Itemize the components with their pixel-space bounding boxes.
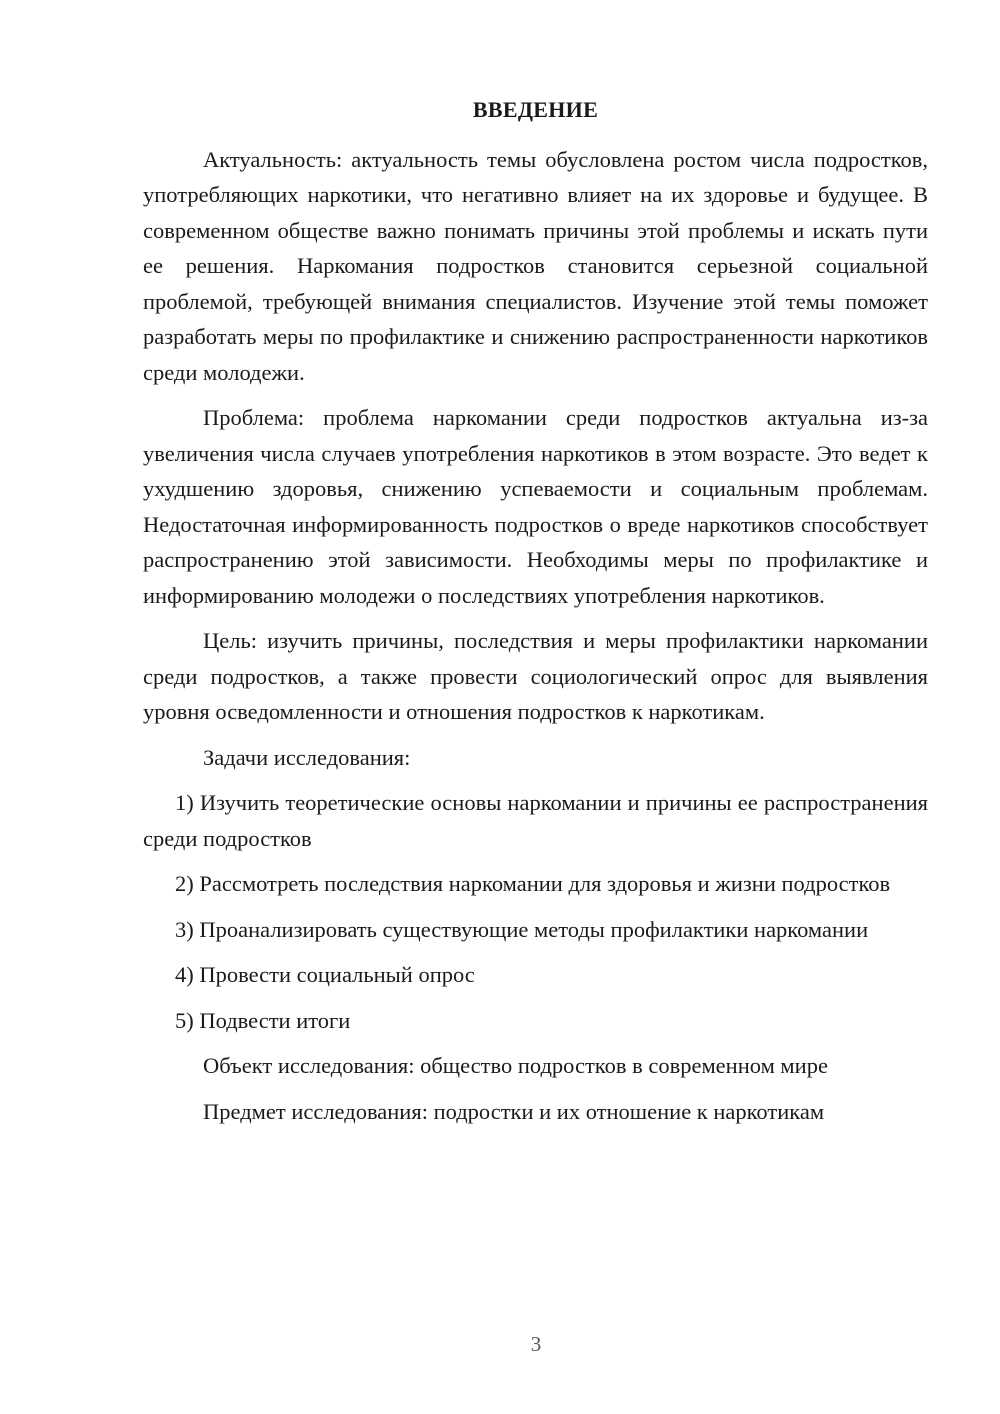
task-item-3: 3) Проанализировать существующие методы профилактики наркомании — [175, 916, 869, 942]
section-title: ВВЕДЕНИЕ — [472, 97, 599, 122]
problem-paragraph: Проблема: проблема наркомании среди подростков актуальна из-за увеличения числа случаев употребления наркотиков в этом возрасте. Это ведет к ухудшению здоровья, снижению успеваемости и социальным проблемам. Недостаточная информированность подростков о вреде наркотиков способствует распространению этой зависимости. Необходимы меры по профилактике и информированию молодежи о последствиях употребления наркотиков. — [143, 405, 928, 608]
page-content — [143, 92, 928, 1139]
tasks-heading: Задачи исследования: — [203, 744, 411, 770]
page-number: 3 — [530, 1332, 542, 1356]
relevance-paragraph: Актуальность: актуальность темы обусловлена ростом числа подростков, употребляющих наркотики, что негативно влияет на их здоровье и будущее. В современном обществе важно понимать причины этой проблемы и искать пути ее решения. Наркомания подростков становится серьезной социальной проблемой, требующей внимания специалистов. Изучение этой темы поможет разработать меры по профилактике и снижению распространенности наркотиков среди молодежи. — [143, 146, 928, 385]
research-object: Объект исследования: общество подростков в современном мире — [203, 1053, 828, 1078]
task-item-5: 5) Подвести итоги — [175, 1007, 351, 1033]
task-item-4: 4) Провести социальный опрос — [175, 962, 475, 987]
task-item-1: 1) Изучить теоретические основы наркомании и причины ее распространения среди подростков — [143, 790, 928, 851]
goal-paragraph: Цель: изучить причины, последствия и меры профилактики наркомании среди подростков, а также провести социологический опрос для выявления уровня осведомленности и отношения подростков к наркотикам. — [143, 628, 928, 724]
task-item-2: 2) Рассмотреть последствия наркомании для здоровья и жизни подростков — [175, 871, 891, 896]
research-subject: Предмет исследования: подростки и их отношение к наркотикам — [203, 1098, 825, 1124]
